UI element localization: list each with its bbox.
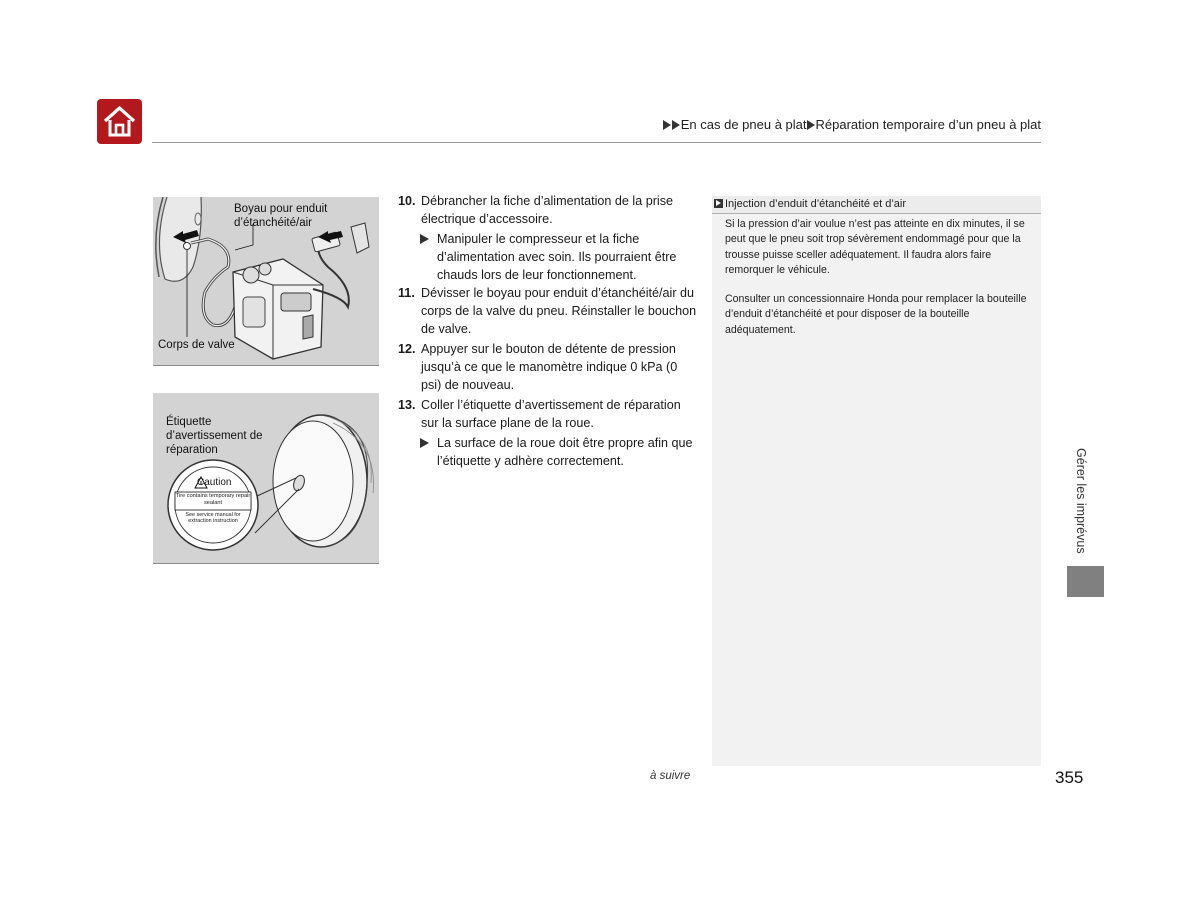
side-note-panel xyxy=(712,196,1041,766)
side-note-paragraph-1: Si la pression d’air voulue n’est pas atteinte en dix minutes, il se peut que le pneu soit trop sévèrement endommagé pour que la trousse puisse sceller adéquatement. Il faudra alors faire remorquer le véhicule. xyxy=(725,218,1025,276)
header-divider xyxy=(152,142,1041,143)
step-text: Appuyer sur le bouton de détente de pression jusqu’à ce que le manomètre indique 0 kPa (0 psi) de nouveau. xyxy=(421,342,678,392)
step-text: Coller l’étiquette d’avertissement de réparation sur la surface plane de la roue. xyxy=(421,398,681,430)
procedure-steps xyxy=(398,192,698,470)
breadcrumb-item-flat-tire[interactable]: En cas de pneu à plat xyxy=(680,117,807,132)
step-12: 12. Appuyer sur le bouton de détente de pression jusqu’à ce que le manomètre indique 0 kPa (0 psi) de nouveau. xyxy=(398,342,678,392)
step-text: Débrancher la fiche d’alimentation de la prise électrique d’accessoire. xyxy=(421,194,674,226)
reference-arrow-icon xyxy=(714,199,723,208)
sticker-line1: Tire contains temporary repair sealant xyxy=(175,493,251,506)
note-arrow-icon xyxy=(420,234,429,244)
sticker-caution-text: Caution xyxy=(197,477,232,488)
step-13-note: La surface de la roue doit être propre afin que l’étiquette y adhère correctement. xyxy=(398,434,698,470)
note-arrow-icon xyxy=(420,438,429,448)
side-note-title[interactable]: Injection d’enduit d’étanchéité et d’air xyxy=(712,196,1041,214)
step-10-note: Manipuler le compresseur et la fiche d’alimentation avec soin. Ils pourraient être chauds lors de leur fonctionnement. xyxy=(398,230,698,284)
page-number: 355 xyxy=(1055,768,1084,787)
step-13: 13. Coller l’étiquette d’avertissement de réparation sur la surface plane de la roue. xyxy=(398,398,681,430)
hose-label: Boyau pour enduit d’étanchéité/air xyxy=(234,203,328,229)
chapter-tab[interactable] xyxy=(1067,566,1104,597)
chapter-label: Gérer les imprévus xyxy=(1074,448,1088,554)
sticker-line2: See service manual for extraction instruction xyxy=(185,512,241,525)
step-text: Dévisser le boyau pour enduit d’étanchéité/air du corps de la valve du pneu. Réinstaller le bouchon de valve. xyxy=(421,286,697,336)
warning-sticker-illustration xyxy=(153,393,379,564)
step-10: 10. Débrancher la fiche d’alimentation de la prise électrique d’accessoire. xyxy=(398,194,674,226)
home-icon xyxy=(97,99,142,144)
continued-indicator: à suivre xyxy=(650,770,691,782)
breadcrumb xyxy=(663,117,1041,132)
step-11: 11. Dévisser le boyau pour enduit d’étanchéité/air du corps de la valve du pneu. Réinstaller le bouchon de valve. xyxy=(398,286,697,336)
breadcrumb-arrow-icon xyxy=(807,120,815,130)
side-note-paragraph-2: Consulter un concessionnaire Honda pour remplacer la bouteille d’enduit d’étanchéité et pour disposer de la bouteille adéquatement. xyxy=(725,293,1027,336)
sticker-label: Étiquette d’avertissement de réparation xyxy=(166,416,263,456)
compressor-illustration xyxy=(153,197,379,366)
home-button[interactable] xyxy=(97,99,142,144)
breadcrumb-arrow-icon xyxy=(672,120,680,130)
breadcrumb-arrow-icon xyxy=(663,120,671,130)
valve-label: Corps de valve xyxy=(158,339,235,351)
breadcrumb-item-temporary-repair[interactable]: Réparation temporaire d’un pneu à plat xyxy=(815,117,1041,132)
